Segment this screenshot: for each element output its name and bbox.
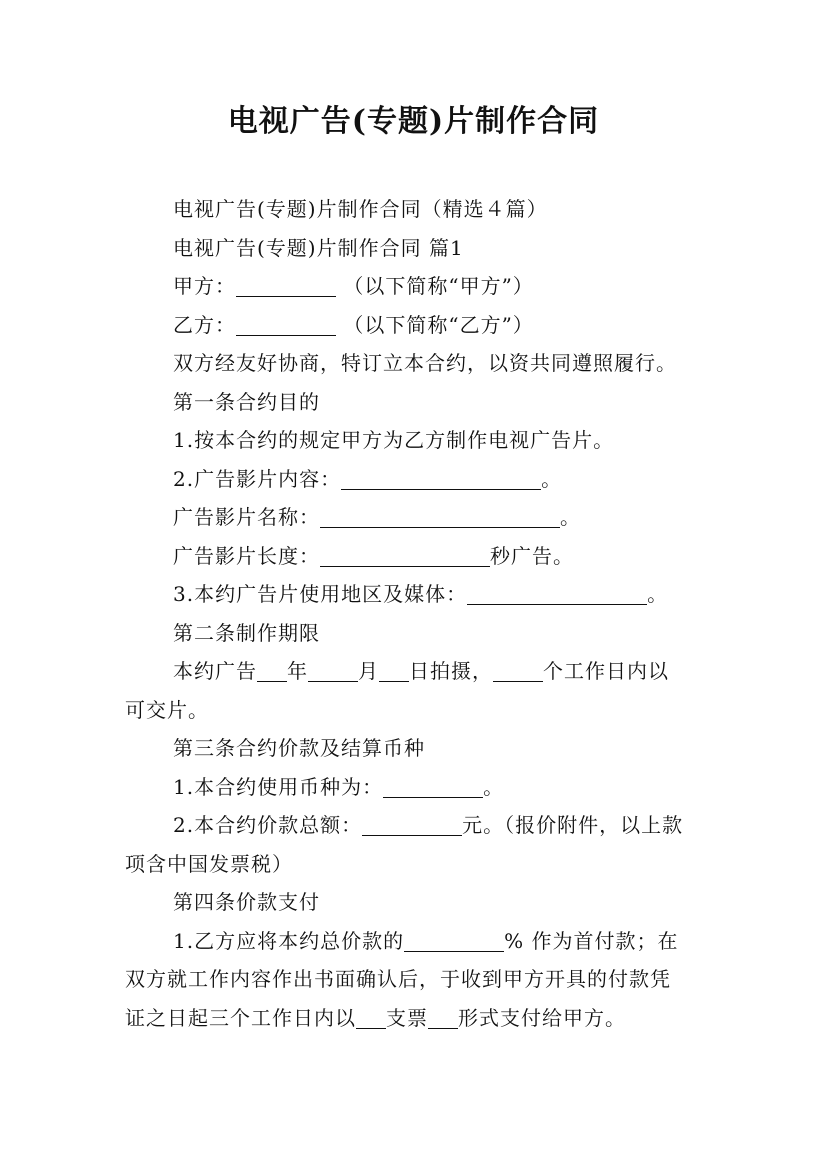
- text-line: 第三条合约价款及结算币种: [173, 736, 425, 760]
- text-line: 电视广告(专题)片制作合同（精选４篇）: [173, 197, 548, 221]
- text-line: 第一条合约目的: [173, 389, 320, 414]
- fill-in-blank: [379, 659, 409, 682]
- fill-in-blank: [467, 582, 647, 605]
- fill-in-blank: [257, 659, 287, 682]
- text-line: 甲方： （以下简称“甲方”）: [173, 274, 534, 298]
- fill-in-blank: [404, 929, 504, 952]
- fill-in-blank: [236, 274, 336, 297]
- text-line: 双方就工作内容作出书面确认后，于收到甲方开具的付款凭: [125, 967, 671, 991]
- fill-in-blank: [493, 659, 543, 682]
- text-line: 广告影片名称： 。: [173, 505, 581, 529]
- document-title: 电视广告(专题)片制作合同: [227, 104, 600, 139]
- fill-in-blank: [428, 1006, 458, 1029]
- text-line: 电视广告(专题)片制作合同 篇1: [173, 235, 464, 260]
- text-line: 可交片。: [125, 697, 209, 722]
- text-line: 广告影片长度： 秒广告。: [173, 543, 574, 568]
- text-line: 1.本合约使用币种为： 。: [173, 774, 505, 799]
- text-line: 第四条价款支付: [173, 890, 320, 914]
- document-body: [125, 190, 725, 1037]
- text-line: 双方经友好协商，特订立本合约，以资共同遵照履行。: [173, 351, 677, 375]
- text-line: 2.广告影片内容： 。: [173, 466, 563, 491]
- text-line: 1.按本合约的规定甲方为乙方制作电视广告片。: [173, 428, 615, 452]
- text-line: 第二条制作期限: [173, 620, 320, 645]
- text-line: 本约广告 年 月 日拍摄， 个工作日内以: [173, 659, 669, 683]
- fill-in-blank: [236, 313, 336, 336]
- text-line: 2.本合约价款总额： 元。（报价附件，以上款: [173, 813, 684, 837]
- text-line: 1.乙方应将本约总价款的 % 作为首付款；在: [173, 928, 679, 953]
- text-line: 乙方： （以下简称“乙方”）: [173, 312, 534, 337]
- fill-in-blank: [320, 544, 490, 567]
- text-line: 3.本约广告片使用地区及媒体： 。: [173, 582, 669, 606]
- fill-in-blank: [356, 1006, 386, 1029]
- fill-in-blank: [362, 813, 462, 836]
- fill-in-blank: [308, 659, 358, 682]
- fill-in-blank: [383, 775, 483, 798]
- fill-in-blank: [341, 467, 541, 490]
- text-line: 项含中国发票税）: [125, 851, 293, 876]
- fill-in-blank: [320, 505, 560, 528]
- text-line: 证之日起三个工作日内以 支票 形式支付给甲方。: [125, 1005, 626, 1030]
